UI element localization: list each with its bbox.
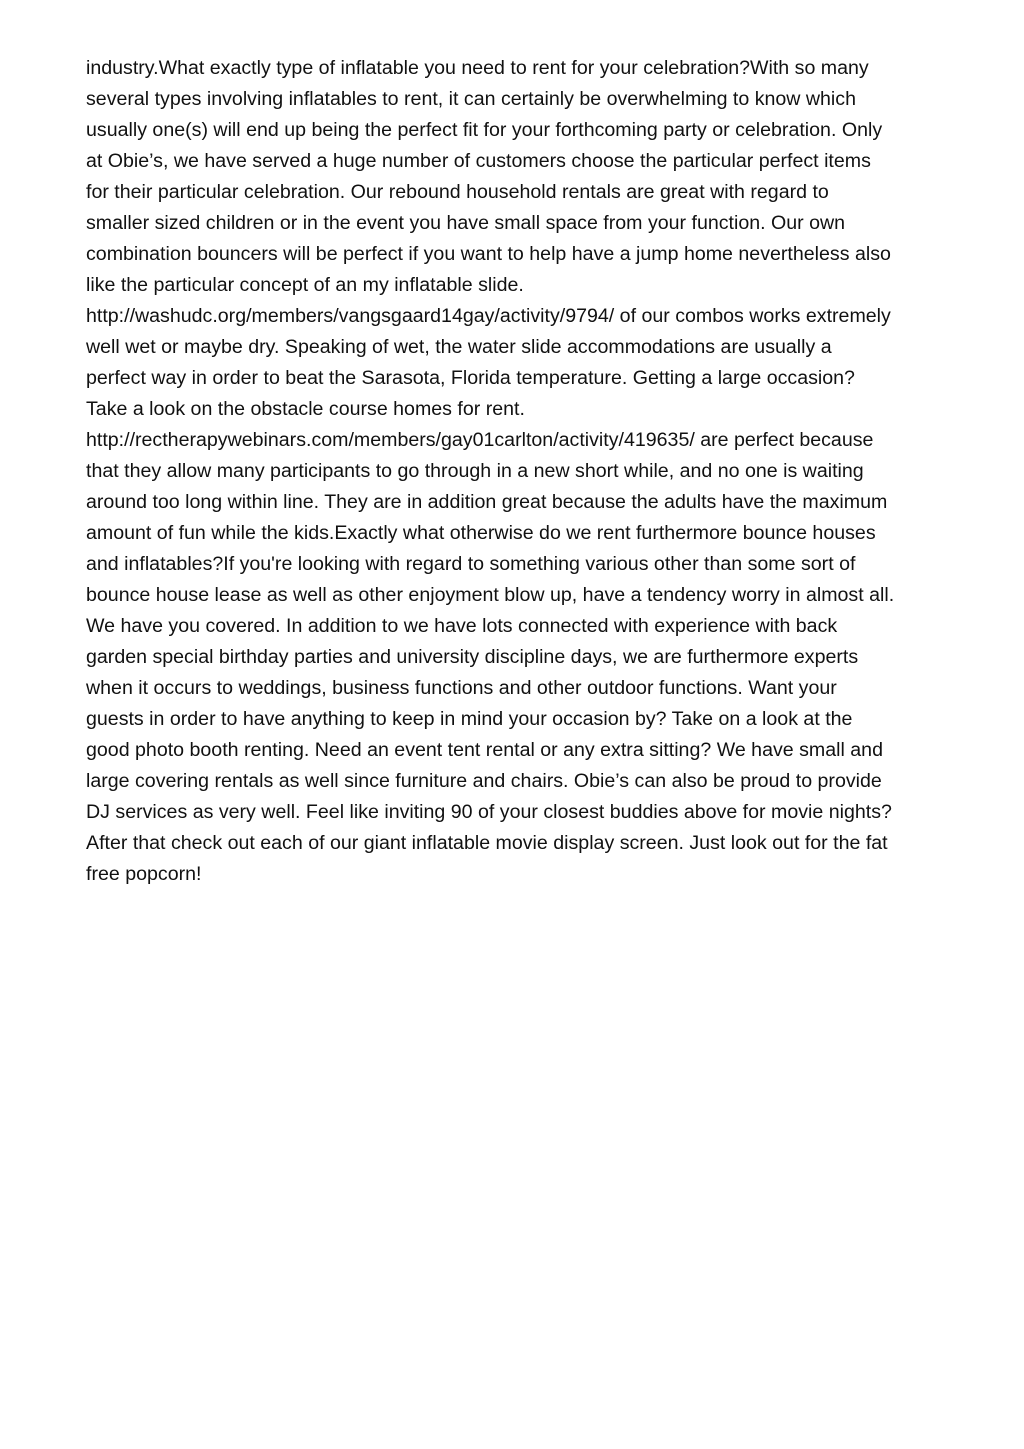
text-line: DJ services as very well. Feel like inviting 90 of your closest buddies above for movie nights?: [86, 801, 892, 823]
text-line-url: http://washudc.org/members/vangsgaard14gay/activity/9794/ of our combos works extremely: [86, 305, 891, 327]
text-line: smaller sized children or in the event you have small space from your function. Our own: [86, 212, 846, 234]
text-line: for their particular celebration. Our rebound household rentals are great with regard to: [86, 181, 829, 203]
text-line: well wet or maybe dry. Speaking of wet, the water slide accommodations are usually a: [86, 336, 832, 358]
text-line: guests in order to have anything to keep in mind your occasion by? Take on a look at the: [86, 708, 853, 730]
text-line: large covering rentals as well since furniture and chairs. Obie’s can also be proud to provide: [86, 770, 882, 792]
text-line: free popcorn!: [86, 863, 202, 885]
text-line: around too long within line. They are in addition great because the adults have the maximum: [86, 491, 888, 513]
text-line: We have you covered. In addition to we have lots connected with experience with back: [86, 615, 838, 637]
text-line-url: http://rectherapywebinars.com/members/gay01carlton/activity/419635/ are perfect because: [86, 429, 874, 451]
text-line: at Obie’s, we have served a huge number of customers choose the particular perfect items: [86, 150, 871, 172]
text-line: and inflatables?If you're looking with regard to something various other than some sort of: [86, 553, 856, 575]
text-line: Take a look on the obstacle course homes for rent.: [86, 398, 525, 420]
text-line: garden special birthday parties and university discipline days, we are furthermore experts: [86, 646, 859, 668]
text-line: perfect way in order to beat the Sarasota, Florida temperature. Getting a large occasion?: [86, 367, 855, 389]
text-line: industry.What exactly type of inflatable you need to rent for your celebration?With so many: [86, 57, 869, 79]
text-line: combination bouncers will be perfect if you want to help have a jump home nevertheless also: [86, 243, 891, 265]
text-line: After that check out each of our giant inflatable movie display screen. Just look out for the fat: [86, 832, 888, 854]
text-line: amount of fun while the kids.Exactly what otherwise do we rent furthermore bounce houses: [86, 522, 876, 544]
text-line: that they allow many participants to go through in a new short while, and no one is waiting: [86, 460, 864, 482]
text-line: like the particular concept of an my inflatable slide.: [86, 274, 524, 296]
text-line: when it occurs to weddings, business functions and other outdoor functions. Want your: [86, 677, 837, 699]
text-line: several types involving inflatables to rent, it can certainly be overwhelming to know which: [86, 88, 856, 110]
text-line: good photo booth renting. Need an event tent rental or any extra sitting? We have small and: [86, 739, 883, 761]
body-text: [86, 53, 956, 890]
text-line: usually one(s) will end up being the perfect fit for your forthcoming party or celebration. Only: [86, 119, 883, 141]
text-line: bounce house lease as well as other enjoyment blow up, have a tendency worry in almost all.: [86, 584, 895, 606]
